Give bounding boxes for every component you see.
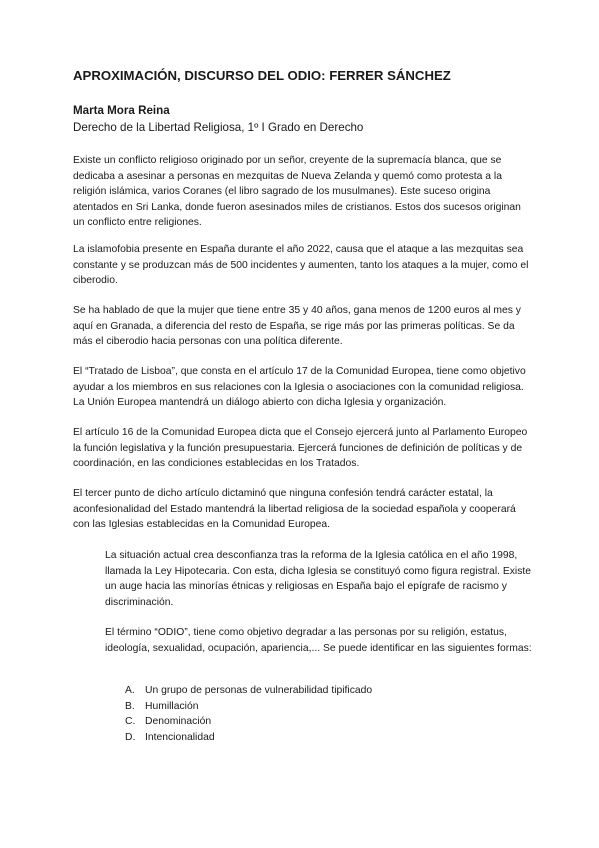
list-item-text: Un grupo de personas de vulnerabilidad tipificado xyxy=(145,685,373,696)
paragraph-2: La islamofobia presente en España durante el año 2022, causa que el ataque a las mezquitas sea constante y se produzcan más de 500 incidentes y aumenten, tanto los ataques a la mujer, como el ciberodio. xyxy=(73,244,529,287)
paragraph-3: Se ha hablado de que la mujer que tiene entre 35 y 40 años, gana menos de 1200 euros al mes y aquí en Granada, a diferencia del resto de España, se rige más por las primeras políticas. Se da más el ciberodio hacia personas con una política diferente. xyxy=(73,305,521,348)
indented-paragraph-2: El término “ODIO”, tiene como objetivo degradar a las personas por su religión, estatus, ideología, sexualidad, ocupación, apariencia,... Se puede identificar en las siguientes formas: xyxy=(105,627,532,654)
indented-paragraph-1: La situación actual crea desconfianza tras la reforma de la Iglesia católica en el año 1998, llamada la Ley Hipotecaria. Con esta, dicha Iglesia se constituyó como figura registral. Existe un auge hacia las minorías étnicas y religiosas en España bajo el epígrafe de racismo y discriminación. xyxy=(105,550,532,608)
forms-list xyxy=(125,683,372,746)
list-item xyxy=(125,699,372,715)
paragraph-5: El artículo 16 de la Comunidad Europea dicta que el Consejo ejercerá junto al Parlamento Europeo la función legislativa y la función presupuestaria. Ejercerá funciones de definición de políticas y de coordinación, en las condiciones establecidas en los Tratados. xyxy=(73,427,528,470)
author-name: Marta Mora Reina xyxy=(73,104,170,117)
list-item-text: Denominación xyxy=(145,716,212,728)
list-marker: A. xyxy=(125,685,135,696)
list-item xyxy=(125,730,372,746)
list-marker: D. xyxy=(125,732,136,744)
paragraph-6: El tercer punto de dicho artículo dictaminó que ninguna confesión tendrá carácter estatal, la aconfesionalidad del Estado mantendrá la libertad religiosa de la sociedad española y cooperará con las Iglesias establecidas en la Comunidad Europea. xyxy=(73,488,516,531)
document-title: APROXIMACIÓN, DISCURSO DEL ODIO: FERRER SÁNCHEZ xyxy=(73,68,451,83)
list-item-text: Intencionalidad xyxy=(145,732,215,744)
paragraph-1: Existe un conflicto religioso originado por un señor, creyente de la supremacía blanca, que se dedicaba a asesinar a personas en mezquitas de Nueva Zelanda y quemó como protesta a la religión islámica, varios Coranes (el libro sagrado de los musulmanes). Este suceso origina atentados en Sri Lanka, donde fueron asesinados miles de cristianos. Estos dos sucesos originan un conflicto entre religiones. xyxy=(73,155,521,229)
list-item xyxy=(125,683,372,699)
list-item-text: Humillación xyxy=(145,700,199,712)
course-subtitle: Derecho de la Libertad Religiosa, 1º I Grado en Derecho xyxy=(73,121,364,134)
list-marker: C. xyxy=(125,716,136,728)
paragraph-4: El “Tratado de Lisboa”, que consta en el artículo 17 de la Comunidad Europea, tiene como objetivo ayudar a los miembros en sus relaciones con la Iglesia o asociaciones con la comunidad religiosa. La Unión Europea mantendrá un diálogo abierto con dicha Iglesia y organización. xyxy=(73,366,526,409)
list-marker: B. xyxy=(125,700,135,712)
list-item xyxy=(125,714,372,730)
